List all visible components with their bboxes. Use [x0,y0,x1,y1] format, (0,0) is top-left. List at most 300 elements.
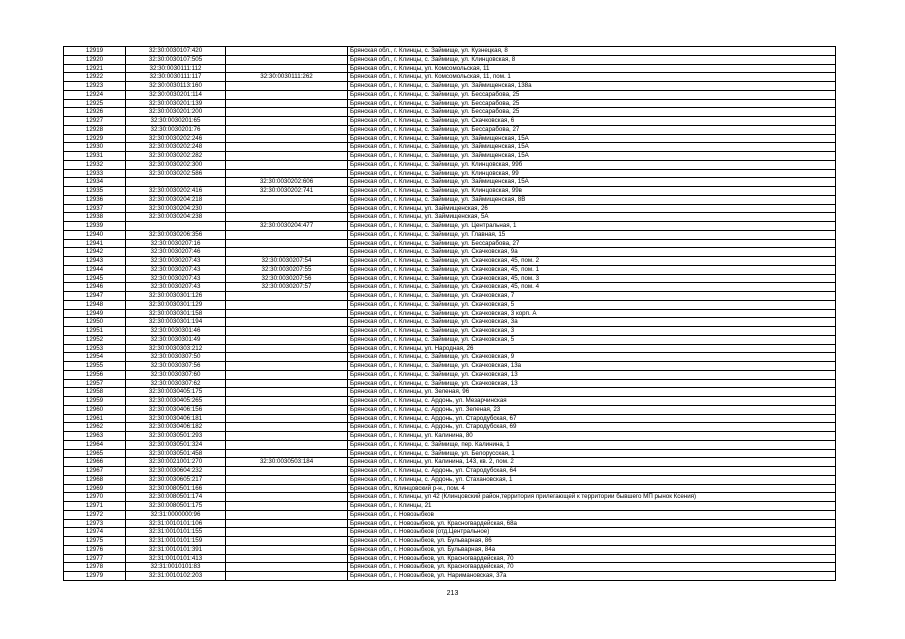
cadastral-number-cell: 32:30:0030301:129 [126,300,226,309]
premises-cadastral-cell [226,55,348,64]
address-cell: Брянская обл., г. Клинцы, с. Займище, ул. Займищенская, 15А [348,178,836,187]
row-number-cell: 12937 [64,204,126,213]
cadastral-number-cell: 32:30:0030202:282 [126,152,226,161]
premises-cadastral-cell [226,335,348,344]
table-row [64,572,836,581]
cadastral-number-cell: 32:30:0030501:458 [126,449,226,458]
cadastral-number-cell: 32:30:0030201:114 [126,90,226,99]
address-cell: Брянская обл., г. Клинцы, с. Займище, ул. Скачковская, 45, пом. 4 [348,283,836,292]
row-number-cell: 12926 [64,108,126,117]
cadastral-number-cell: 32:30:0030307:60 [126,370,226,379]
row-number-cell: 12970 [64,493,126,502]
premises-cadastral-cell [226,108,348,117]
cadastral-number-cell: 32:31:0010101:83 [126,563,226,572]
row-number-cell: 12948 [64,300,126,309]
cadastral-number-cell: 32:31:0010101:159 [126,537,226,546]
address-cell: Брянская обл., г. Клинцы, с. Займище, ул. Бессарабова, 27 [348,239,836,248]
table-row [64,90,836,99]
cadastral-number-cell: 32:30:0080501:166 [126,484,226,493]
premises-cadastral-cell [226,440,348,449]
premises-cadastral-cell [226,213,348,222]
address-cell: Брянская обл., г. Новозыбков, ул. Бульварная, 86 [348,537,836,546]
premises-cadastral-cell [226,379,348,388]
premises-cadastral-cell [226,484,348,493]
row-number-cell: 12965 [64,449,126,458]
address-cell: Брянская обл., г. Новозыбков, ул. Красногвардейская, 68а [348,519,836,528]
address-cell: Брянская обл., Клинцовский р-н., пом. 4 [348,484,836,493]
premises-cadastral-cell [226,388,348,397]
table-row [64,467,836,476]
address-cell: Брянская обл., г. Клинцы, с. Ардонь, ул. Стародубская, 64 [348,467,836,476]
cadastral-number-cell: 32:30:0030202:246 [126,134,226,143]
table-row [64,327,836,336]
premises-cadastral-cell [226,414,348,423]
address-cell: Брянская обл., г. Клинцы, с. Займище, ул. Клинцовская, 99 [348,169,836,178]
table-row [64,563,836,572]
cadastral-number-cell: 32:30:0030113:160 [126,82,226,91]
premises-cadastral-cell [226,353,348,362]
premises-cadastral-cell [226,467,348,476]
premises-cadastral-cell: 32:30:0030503:184 [226,458,348,467]
premises-cadastral-cell [226,475,348,484]
table-row [64,537,836,546]
address-cell: Брянская обл., г. Клинцы, с. Займище, ул. Займищенская, 8В [348,195,836,204]
premises-cadastral-cell [226,318,348,327]
premises-cadastral-cell [226,125,348,134]
address-cell: Брянская обл., г. Клинцы, с. Займище, ул. Скачковская, 13 [348,370,836,379]
row-number-cell: 12942 [64,248,126,257]
row-number-cell: 12930 [64,143,126,152]
cadastral-number-cell: 32:30:0030207:46 [126,248,226,257]
table-row [64,47,836,56]
premises-cadastral-cell [226,169,348,178]
table-row [64,169,836,178]
cadastral-number-cell: 32:30:0030406:182 [126,423,226,432]
address-cell: Брянская обл., г. Клинцы, с. Займище, ул. Кузнецкая, 8 [348,47,836,56]
premises-cadastral-cell [226,397,348,406]
address-cell: Брянская обл., г. Клинцы, с. Займище, ул. Займищенская, 15А [348,152,836,161]
table-row [64,82,836,91]
table-row [64,55,836,64]
address-cell: Брянская обл., г. Новозыбков, ул. Красногвардейская, 70 [348,554,836,563]
cadastral-number-cell: 32:30:0030307:62 [126,379,226,388]
cadastral-number-cell: 32:30:0030107:420 [126,47,226,56]
row-number-cell: 12951 [64,327,126,336]
address-cell: Брянская обл., г. Клинцы, с. Займище, ул. Клинцовская, 99б [348,160,836,169]
address-cell: Брянская обл., г. Клинцы, с. Займище, ул. Скачковская, 3а [348,318,836,327]
premises-cadastral-cell: 32:30:0030207:55 [226,265,348,274]
address-cell: Брянская обл., г. Клинцы, с. Займище, ул. Скачковская, 9 [348,353,836,362]
table-row [64,414,836,423]
table-row [64,108,836,117]
address-cell: Брянская обл., г. Клинцы, с. Займище, ул. Скачковская, 13 [348,379,836,388]
cadastral-number-cell: 32:30:0030202:300 [126,160,226,169]
premises-cadastral-cell [226,344,348,353]
premises-cadastral-cell [226,545,348,554]
address-cell: Брянская обл., г. Клинцы, с. Займище, ул. Клинцовская, 99в [348,187,836,196]
address-cell: Брянская обл., г. Новозыбков, ул. Бульварная, 84а [348,545,836,554]
row-number-cell: 12949 [64,309,126,318]
cadastral-number-cell: 32:30:0030202:416 [126,187,226,196]
row-number-cell: 12952 [64,335,126,344]
address-cell: Брянская обл., г. Клинцы, с. Займище, ул. Скачковская, 3 [348,327,836,336]
table-row [64,300,836,309]
row-number-cell: 12929 [64,134,126,143]
premises-cadastral-cell: 32:30:0030202:606 [226,178,348,187]
table-row [64,510,836,519]
cadastral-number-cell: 32:30:0030405:265 [126,397,226,406]
table-row [64,187,836,196]
cadastral-number-cell: 32:31:0010101:155 [126,528,226,537]
cadastral-number-cell: 32:30:0030301:194 [126,318,226,327]
table-row [64,274,836,283]
row-number-cell: 12921 [64,64,126,73]
premises-cadastral-cell [226,493,348,502]
address-cell: Брянская обл., г. Клинцы, с. Займище, ул. Скачковская, 3 корп. А [348,309,836,318]
table-row [64,64,836,73]
premises-cadastral-cell [226,423,348,432]
table-row [64,117,836,126]
address-cell: Брянская обл., г. Клинцы, с. Ардонь, ул. Зеленая, 23 [348,405,836,414]
premises-cadastral-cell [226,90,348,99]
cadastral-number-cell: 32:30:0030111:112 [126,64,226,73]
premises-cadastral-cell [226,432,348,441]
cadastral-number-cell: 32:30:0030111:117 [126,73,226,82]
cadastral-number-cell: 32:31:0010101:413 [126,554,226,563]
premises-cadastral-cell: 32:30:0030111:262 [226,73,348,82]
premises-cadastral-cell [226,528,348,537]
premises-cadastral-cell [226,327,348,336]
premises-cadastral-cell: 32:30:0030207:54 [226,257,348,266]
table-row [64,344,836,353]
address-cell: Брянская обл., г. Клинцы, ул. Займищенская, 5А [348,213,836,222]
row-number-cell: 12924 [64,90,126,99]
table-row [64,528,836,537]
cadastral-number-cell: 32:30:0030604:232 [126,467,226,476]
table-row [64,73,836,82]
table-row [64,519,836,528]
cadastral-number-cell: 32:30:0030301:49 [126,335,226,344]
address-cell: Брянская обл., г. Клинцы, ул. Калинина, 80 [348,432,836,441]
table-row [64,134,836,143]
address-cell: Брянская обл., г. Клинцы, с. Займище, ул. Бессарабова, 27 [348,125,836,134]
address-cell: Брянская обл., г. Клинцы, с. Займище, ул. Бессарабова, 25 [348,90,836,99]
address-cell: Брянская обл., г. Новозыбков, ул. Наримановская, 37а [348,572,836,581]
address-cell: Брянская обл., г. Новозыбков (отд.Центральное) [348,528,836,537]
table-row [64,283,836,292]
table-row [64,458,836,467]
cadastral-number-cell: 32:30:0030405:175 [126,388,226,397]
premises-cadastral-cell [226,117,348,126]
cadastral-number-cell [126,178,226,187]
row-number-cell: 12953 [64,344,126,353]
address-cell: Брянская обл., г. Клинцы, с. Ардонь, ул. Стародубская, 69 [348,423,836,432]
premises-cadastral-cell [226,309,348,318]
table-row [64,484,836,493]
table-row [64,204,836,213]
address-cell: Брянская обл., г. Клинцы, с. Займище, ул. Скачковская, 45, пом. 2 [348,257,836,266]
cadastral-number-cell: 32:30:0080501:175 [126,502,226,511]
row-number-cell: 12973 [64,519,126,528]
row-number-cell: 12976 [64,545,126,554]
premises-cadastral-cell: 32:30:0030202:741 [226,187,348,196]
row-number-cell: 12935 [64,187,126,196]
table-row [64,353,836,362]
address-cell: Брянская обл., г. Клинцы, с. Займище, ул. Скачковская, 13а [348,362,836,371]
premises-cadastral-cell: 32:30:0030204:477 [226,222,348,231]
row-number-cell: 12959 [64,397,126,406]
row-number-cell: 12961 [64,414,126,423]
row-number-cell: 12945 [64,274,126,283]
premises-cadastral-cell [226,292,348,301]
address-cell: Брянская обл., г. Клинцы, ул. Калинина, 143, кв. 2, пом. 2 [348,458,836,467]
table-row [64,493,836,502]
premises-cadastral-cell [226,239,348,248]
table-row [64,160,836,169]
cadastral-number-cell: 32:30:0030307:50 [126,353,226,362]
row-number-cell: 12957 [64,379,126,388]
row-number-cell: 12932 [64,160,126,169]
row-number-cell: 12956 [64,370,126,379]
table-row [64,257,836,266]
table-row [64,397,836,406]
row-number-cell: 12920 [64,55,126,64]
cadastral-number-cell: 32:31:0010102:203 [126,572,226,581]
table-row [64,292,836,301]
address-cell: Брянская обл., г. Клинцы, ул. Комсомольская, 11 [348,64,836,73]
table-row [64,440,836,449]
premises-cadastral-cell [226,195,348,204]
cadastral-number-cell: 32:30:0030207:43 [126,274,226,283]
row-number-cell: 12958 [64,388,126,397]
table-row [64,432,836,441]
table-row [64,265,836,274]
address-cell: Брянская обл., г. Клинцы, ул. Зеленая, 96 [348,388,836,397]
row-number-cell: 12964 [64,440,126,449]
row-number-cell: 12936 [64,195,126,204]
table-row [64,195,836,204]
row-number-cell: 12971 [64,502,126,511]
premises-cadastral-cell: 32:30:0030207:56 [226,274,348,283]
row-number-cell: 12969 [64,484,126,493]
address-cell: Брянская обл., г. Клинцы, с. Займище, ул. Бессарабова, 25 [348,108,836,117]
premises-cadastral-cell [226,449,348,458]
premises-cadastral-cell [226,370,348,379]
row-number-cell: 12947 [64,292,126,301]
row-number-cell: 12927 [64,117,126,126]
cadastral-number-cell: 32:30:0080501:174 [126,493,226,502]
cadastral-number-cell: 32:30:0030207:43 [126,257,226,266]
row-number-cell: 12950 [64,318,126,327]
table-row [64,449,836,458]
row-number-cell: 12975 [64,537,126,546]
address-cell: Брянская обл., г. Клинцы, с. Ардонь, ул. Стародубская, 67 [348,414,836,423]
row-number-cell: 12977 [64,554,126,563]
premises-cadastral-cell [226,554,348,563]
cadastral-number-cell: 32:30:0030406:156 [126,405,226,414]
cadastral-number-cell: 32:30:0030204:230 [126,204,226,213]
row-number-cell: 12968 [64,475,126,484]
address-cell: Брянская обл., г. Клинцы, с. Займище, ул. Займищенская, 138а [348,82,836,91]
cadastral-table-body [64,47,836,581]
address-cell: Брянская обл., г. Клинцы, с. Ардонь, ул. Стахановская, 1 [348,475,836,484]
address-cell: Брянская обл., г. Клинцы, с. Займище, ул. Клинцовская, 8 [348,55,836,64]
cadastral-number-cell: 32:30:0030501:324 [126,440,226,449]
cadastral-number-cell: 32:30:0030207:16 [126,239,226,248]
premises-cadastral-cell [226,152,348,161]
table-row [64,230,836,239]
table-row [64,370,836,379]
premises-cadastral-cell [226,510,348,519]
row-number-cell: 12919 [64,47,126,56]
table-row [64,222,836,231]
premises-cadastral-cell [226,134,348,143]
row-number-cell: 12922 [64,73,126,82]
row-number-cell: 12963 [64,432,126,441]
cadastral-number-cell: 32:30:0030202:586 [126,169,226,178]
table-row [64,423,836,432]
row-number-cell: 12974 [64,528,126,537]
premises-cadastral-cell [226,160,348,169]
premises-cadastral-cell [226,64,348,73]
row-number-cell: 12979 [64,572,126,581]
row-number-cell: 12944 [64,265,126,274]
address-cell: Брянская обл., г. Клинцы, с. Займище, ул. Займищенская, 15А [348,143,836,152]
address-cell: Брянская обл., г. Клинцы, ул. Народная, 26 [348,344,836,353]
cadastral-number-cell: 32:30:0030406:181 [126,414,226,423]
table-row [64,502,836,511]
address-cell: Брянская обл., г. Клинцы, с. Займище, ул. Скачковская, 45, пом. 3 [348,274,836,283]
cadastral-number-cell: 32:30:0030204:238 [126,213,226,222]
cadastral-number-cell: 32:30:0030206:356 [126,230,226,239]
address-cell: Брянская обл., г. Клинцы, с. Займище, ул. Скачковская, 7 [348,292,836,301]
address-cell: Брянская обл., г. Клинцы, с. Займище, ул. Скачковская, 6 [348,117,836,126]
table-row [64,405,836,414]
cadastral-number-cell: 32:30:0021001:270 [126,458,226,467]
cadastral-number-cell: 32:30:0030605:217 [126,475,226,484]
cadastral-table [63,46,836,581]
address-cell: Брянская обл., г. Клинцы, с. Займище, ул. Центральная, 1 [348,222,836,231]
row-number-cell: 12923 [64,82,126,91]
premises-cadastral-cell [226,572,348,581]
address-cell: Брянская обл., г. Клинцы, с. Займище, ул. Белорусская, 1 [348,449,836,458]
premises-cadastral-cell [226,519,348,528]
premises-cadastral-cell [226,143,348,152]
table-row [64,248,836,257]
address-cell: Брянская обл., г. Клинцы, с. Займище, ул. Скачковская, 9а [348,248,836,257]
address-cell: Брянская обл., г. Клинцы, с. Займище, ул. Скачковская, 5 [348,300,836,309]
cadastral-number-cell: 32:30:0030303:212 [126,344,226,353]
premises-cadastral-cell [226,204,348,213]
cadastral-number-cell: 32:30:0030201:76 [126,125,226,134]
table-row [64,362,836,371]
row-number-cell: 12928 [64,125,126,134]
table-row [64,143,836,152]
row-number-cell: 12962 [64,423,126,432]
cadastral-number-cell: 32:30:0030301:158 [126,309,226,318]
row-number-cell: 12946 [64,283,126,292]
row-number-cell: 12931 [64,152,126,161]
cadastral-number-cell: 32:31:0000000:96 [126,510,226,519]
cadastral-number-cell: 32:30:0030501:293 [126,432,226,441]
premises-cadastral-cell [226,82,348,91]
address-cell: Брянская обл., г. Клинцы, с. Займище, ул. Главная, 15 [348,230,836,239]
row-number-cell: 12960 [64,405,126,414]
address-cell: Брянская обл., г. Новозыбков, ул. Красногвардейская, 70 [348,563,836,572]
row-number-cell: 12972 [64,510,126,519]
cadastral-number-cell: 32:30:0030201:65 [126,117,226,126]
row-number-cell: 12941 [64,239,126,248]
address-cell: Брянская обл., г. Клинцы, с. Займище, ул. Займищенская, 15А [348,134,836,143]
premises-cadastral-cell: 32:30:0030207:57 [226,283,348,292]
table-row [64,152,836,161]
cadastral-number-cell: 32:30:0030201:139 [126,99,226,108]
address-cell: Брянская обл., г. Новозыбков [348,510,836,519]
cadastral-number-cell: 32:30:0030107:505 [126,55,226,64]
address-cell: Брянская обл., г. Клинцы, ул 42 (Клинцовский район,территория прилегающей к территории бывшего МП рынок Ксения) [348,493,836,502]
table-row [64,125,836,134]
table-row [64,379,836,388]
cadastral-number-cell: 32:30:0030202:248 [126,143,226,152]
cadastral-number-cell: 32:30:0030201:200 [126,108,226,117]
premises-cadastral-cell [226,47,348,56]
cadastral-number-cell: 32:30:0030301:46 [126,327,226,336]
table-row [64,99,836,108]
row-number-cell: 12940 [64,230,126,239]
cadastral-number-cell: 32:30:0030204:218 [126,195,226,204]
cadastral-number-cell: 32:30:0030207:43 [126,265,226,274]
table-row [64,239,836,248]
row-number-cell: 12955 [64,362,126,371]
address-cell: Брянская обл., г. Клинцы, с. Займище, ул. Бессарабова, 25 [348,99,836,108]
premises-cadastral-cell [226,99,348,108]
row-number-cell: 12954 [64,353,126,362]
table-row [64,178,836,187]
address-cell: Брянская обл., г. Клинцы, ул. Займищенская, 26 [348,204,836,213]
cadastral-number-cell: 32:31:0010101:391 [126,545,226,554]
row-number-cell: 12967 [64,467,126,476]
premises-cadastral-cell [226,563,348,572]
table-row [64,554,836,563]
cadastral-number-cell [126,222,226,231]
row-number-cell: 12966 [64,458,126,467]
premises-cadastral-cell [226,362,348,371]
page-number: 213 [446,590,459,597]
cadastral-number-cell: 32:30:0030307:56 [126,362,226,371]
row-number-cell: 12938 [64,213,126,222]
premises-cadastral-cell [226,248,348,257]
address-cell: Брянская обл., г. Клинцы, с. Займище, ул. Скачковская, 45, пом. 1 [348,265,836,274]
premises-cadastral-cell [226,300,348,309]
table-row [64,475,836,484]
cadastral-number-cell: 32:30:0030207:43 [126,283,226,292]
table-row [64,335,836,344]
cadastral-number-cell: 32:30:0030301:126 [126,292,226,301]
table-row [64,213,836,222]
table-row [64,388,836,397]
cadastral-number-cell: 32:31:0010101:106 [126,519,226,528]
row-number-cell: 12925 [64,99,126,108]
address-cell: Брянская обл., г. Клинцы, с. Ардонь, ул. Мезарчинская [348,397,836,406]
premises-cadastral-cell [226,502,348,511]
address-cell: Брянская обл., г. Клинцы, с. Займище, ул. Скачковская, 5 [348,335,836,344]
address-cell: Брянская обл., г. Клинцы, 21 [348,502,836,511]
table-row [64,318,836,327]
row-number-cell: 12939 [64,222,126,231]
table-row [64,309,836,318]
row-number-cell: 12943 [64,257,126,266]
row-number-cell: 12978 [64,563,126,572]
